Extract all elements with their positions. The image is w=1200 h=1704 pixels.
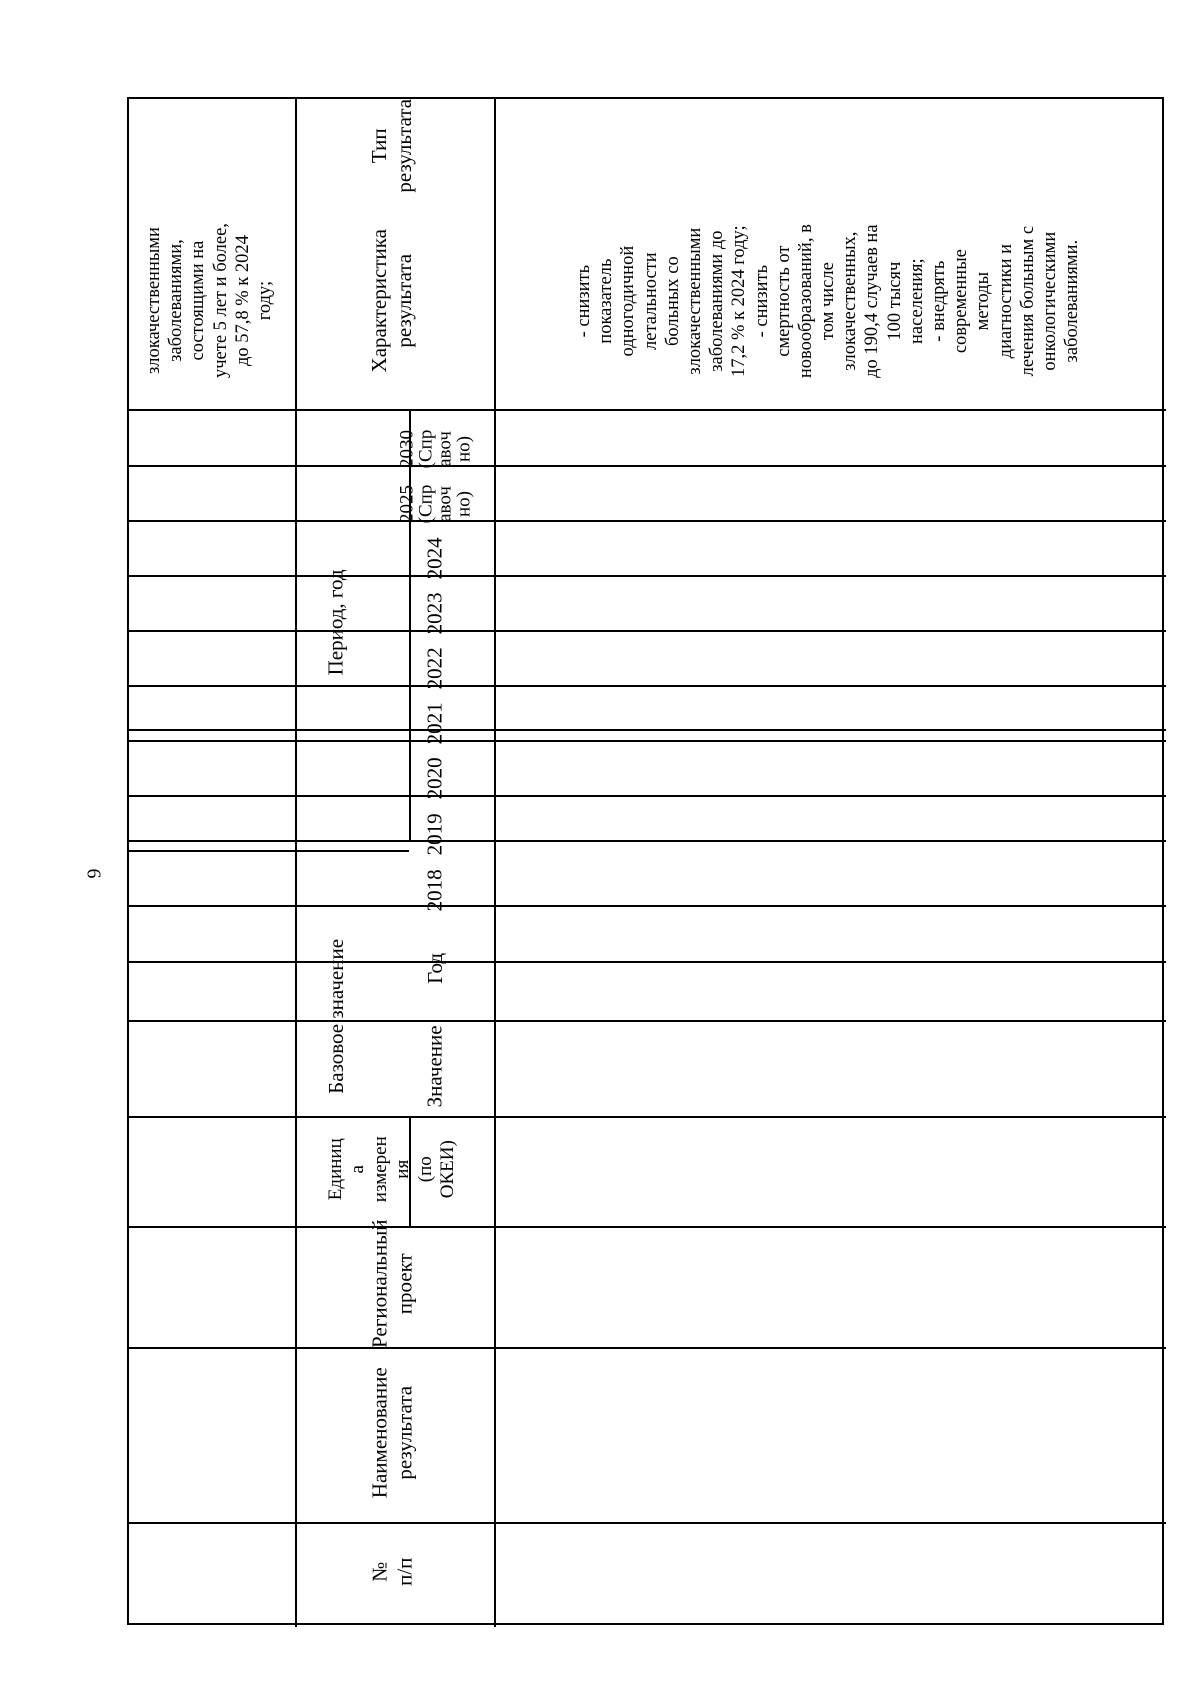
year-label: 2023 (422, 592, 447, 635)
table-line (409, 795, 1166, 797)
year-label: 2020 (422, 757, 447, 800)
header-name (293, 1345, 491, 1520)
year-2020 (379, 751, 491, 806)
header-unit-text: Единиц а измерен ия (по ОКЕИ) (324, 1136, 458, 1202)
year-2025 (379, 476, 491, 531)
header-base-year (379, 918, 491, 1018)
year-label: 2019 (422, 812, 447, 855)
year-label: 2021 (422, 702, 447, 745)
header-base-year-text: Год (422, 952, 447, 984)
table-line (129, 1226, 1166, 1228)
table-line (129, 850, 409, 852)
table-line (129, 840, 1166, 842)
table-line (409, 961, 1166, 963)
header-name-text: Наименование результата (367, 1367, 416, 1498)
header-characteristic-text: Характеристика результата (367, 229, 416, 373)
header-type-text: Тип результата (367, 99, 416, 193)
characteristic-text: - снизить показатель одногодичной летальности больных со злокачественными заболеваниями до 17,2 % к 2024 году; - снизить смертность от новообразований, в том числе злокачественных, до 190,4 случаев на 100 тысяч населения; - внедрять современные методы диагностики и лечения больным с онкологическими заболеваниями. (573, 224, 1082, 378)
table-line (129, 905, 409, 907)
header-base-value (379, 1018, 491, 1114)
year-2022 (379, 641, 491, 696)
table-line (409, 740, 1166, 742)
table-line (409, 575, 1166, 577)
table-line (409, 465, 1166, 467)
header-base (293, 918, 379, 1114)
year-2021 (379, 696, 491, 751)
year-label: 2022 (422, 647, 447, 690)
header-num-text: № п/п (367, 1557, 416, 1587)
table-line (129, 1116, 1166, 1118)
header-period-text: Период, год (323, 569, 348, 676)
table-line (129, 1522, 1166, 1524)
year-2019 (379, 806, 491, 862)
table-line (129, 1347, 1166, 1349)
year-2023 (379, 586, 491, 641)
year-2024 (379, 531, 491, 586)
header-base-value-text: Значение (422, 1025, 447, 1107)
table-line (409, 520, 1166, 522)
year-2018 (379, 862, 491, 918)
table-line (129, 409, 1166, 411)
header-characteristic (293, 195, 491, 407)
header-unit (293, 1114, 491, 1224)
year-label: 2024 (422, 537, 447, 580)
continuation-cell (128, 195, 291, 407)
year-label: 2018 (422, 868, 447, 911)
header-num (293, 1522, 491, 1622)
header-period (293, 407, 379, 838)
page-number: 6 (82, 868, 105, 879)
year-label: 2030 (Спр авоч но) (395, 429, 474, 468)
table-line (129, 1020, 1166, 1022)
table-line (409, 630, 1166, 632)
header-project-text: Региональный проект (367, 1219, 416, 1349)
table-line (409, 905, 1166, 907)
continuation-text: злокачественными заболеваниями, состоящими на учете 5 лет и более, до 57,8 % к 2024 году; (143, 223, 275, 379)
header-project (293, 1219, 491, 1349)
year-label: 2025 (Спр авоч но) (395, 484, 474, 523)
header-base-text: Базовое значение (323, 938, 348, 1094)
year-2030 (379, 421, 491, 476)
header-type (293, 97, 491, 195)
table-line (409, 685, 1166, 687)
table-line (129, 729, 1166, 731)
characteristic-cell (492, 195, 1163, 407)
